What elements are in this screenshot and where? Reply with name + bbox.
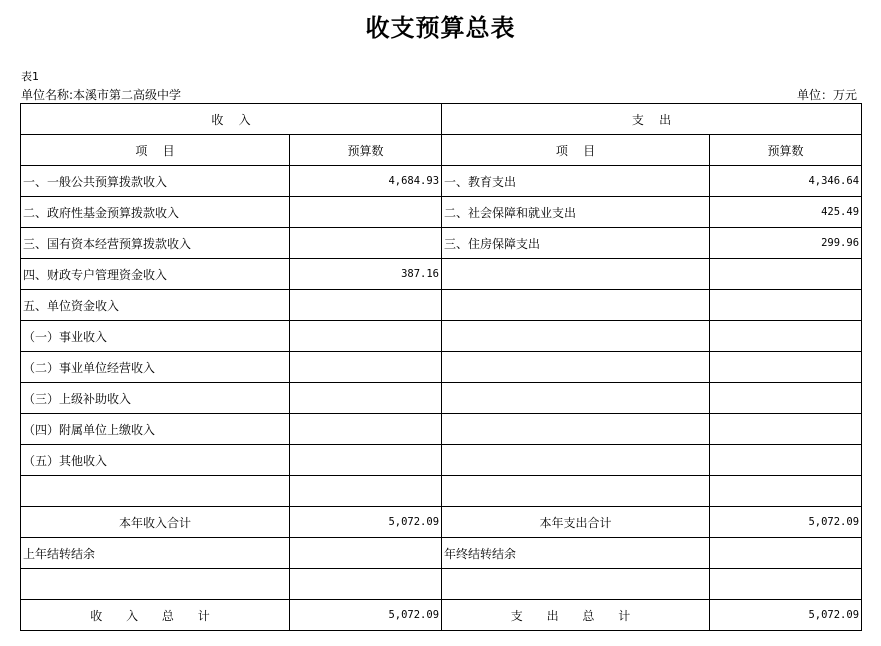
income-item: （四）附属单位上缴收入 xyxy=(21,414,290,445)
table-row xyxy=(21,476,862,507)
table-row xyxy=(21,321,862,352)
expense-item: 二、社会保障和就业支出 xyxy=(442,197,710,228)
grand-total-row xyxy=(21,600,862,631)
expense-value: 425.49 xyxy=(710,197,862,228)
currency-unit: 单位：万元 xyxy=(796,88,857,102)
table-row xyxy=(21,445,862,476)
table-row xyxy=(21,228,862,259)
expense-item xyxy=(442,352,710,383)
income-value xyxy=(290,197,442,228)
income-value xyxy=(290,476,442,507)
table-row xyxy=(21,197,862,228)
table-row xyxy=(21,166,862,197)
grand-income-total-value: 5,072.09 xyxy=(290,600,442,631)
table-row xyxy=(21,414,862,445)
income-value xyxy=(290,228,442,259)
income-item: 一、一般公共预算拨款收入 xyxy=(21,166,290,197)
expense-item xyxy=(442,445,710,476)
unit-name-label: 单位名称: xyxy=(21,88,74,102)
expense-value xyxy=(710,290,862,321)
income-item: 四、财政专户管理资金收入 xyxy=(21,259,290,290)
expense-value xyxy=(710,321,862,352)
expense-value: 4,346.64 xyxy=(710,166,862,197)
page-title: 收支预算总表 xyxy=(365,13,516,42)
expense-item-header: 项 目 xyxy=(442,135,710,166)
blank-row xyxy=(21,569,862,600)
income-item: 五、单位资金收入 xyxy=(21,290,290,321)
table-row xyxy=(21,383,862,414)
expense-value xyxy=(710,445,862,476)
income-item: （三）上级补助收入 xyxy=(21,383,290,414)
income-item xyxy=(21,476,290,507)
expense-item xyxy=(442,383,710,414)
year-expense-total-value: 5,072.09 xyxy=(710,507,862,538)
income-value xyxy=(290,445,442,476)
table-row xyxy=(21,290,862,321)
grand-expense-total-label: 支 出 总 计 xyxy=(442,600,710,631)
expense-value xyxy=(710,383,862,414)
year-expense-total-label: 本年支出合计 xyxy=(442,507,710,538)
budget-table xyxy=(20,103,862,631)
expense-value xyxy=(710,476,862,507)
income-value xyxy=(290,321,442,352)
grand-expense-total-value: 5,072.09 xyxy=(710,600,862,631)
income-value: 387.16 xyxy=(290,259,442,290)
expense-item: 一、教育支出 xyxy=(442,166,710,197)
income-value xyxy=(290,414,442,445)
table-row xyxy=(21,352,862,383)
expense-value xyxy=(710,414,862,445)
income-item: 三、国有资本经营预算拨款收入 xyxy=(21,228,290,259)
income-item-header: 项 目 xyxy=(21,135,290,166)
grand-income-total-label: 收 入 总 计 xyxy=(21,600,290,631)
expense-item: 三、住房保障支出 xyxy=(442,228,710,259)
table-row xyxy=(21,259,862,290)
expense-value xyxy=(710,352,862,383)
income-value xyxy=(290,290,442,321)
prior-year-carryover-value xyxy=(290,538,442,569)
prior-year-carryover-label: 上年结转结余 xyxy=(21,538,290,569)
income-value xyxy=(290,352,442,383)
income-budget-header: 预算数 xyxy=(290,135,442,166)
income-value: 4,684.93 xyxy=(290,166,442,197)
income-value xyxy=(290,383,442,414)
section-header-row xyxy=(21,104,862,135)
expense-value xyxy=(710,259,862,290)
expense-budget-header: 预算数 xyxy=(710,135,862,166)
income-item: （五）其他收入 xyxy=(21,445,290,476)
year-income-total-label: 本年收入合计 xyxy=(21,507,290,538)
income-section-header: 收 入 xyxy=(21,104,442,135)
income-item: 二、政府性基金预算拨款收入 xyxy=(21,197,290,228)
expense-section-header: 支 出 xyxy=(442,104,862,135)
expense-item xyxy=(442,259,710,290)
year-end-carryover-value xyxy=(710,538,862,569)
year-end-carryover-label: 年终结转结余 xyxy=(442,538,710,569)
carryover-row xyxy=(21,538,862,569)
column-header-row xyxy=(21,135,862,166)
unit-name-value: 本溪市第二高级中学 xyxy=(73,88,182,102)
expense-item xyxy=(442,476,710,507)
year-income-total-value: 5,072.09 xyxy=(290,507,442,538)
year-total-row xyxy=(21,507,862,538)
expense-item xyxy=(442,414,710,445)
income-item: （二）事业单位经营收入 xyxy=(21,352,290,383)
expense-item xyxy=(442,321,710,352)
expense-value: 299.96 xyxy=(710,228,862,259)
expense-item xyxy=(442,290,710,321)
table-number: 表1 xyxy=(21,70,39,83)
income-item: （一）事业收入 xyxy=(21,321,290,352)
unit-name xyxy=(21,86,181,103)
